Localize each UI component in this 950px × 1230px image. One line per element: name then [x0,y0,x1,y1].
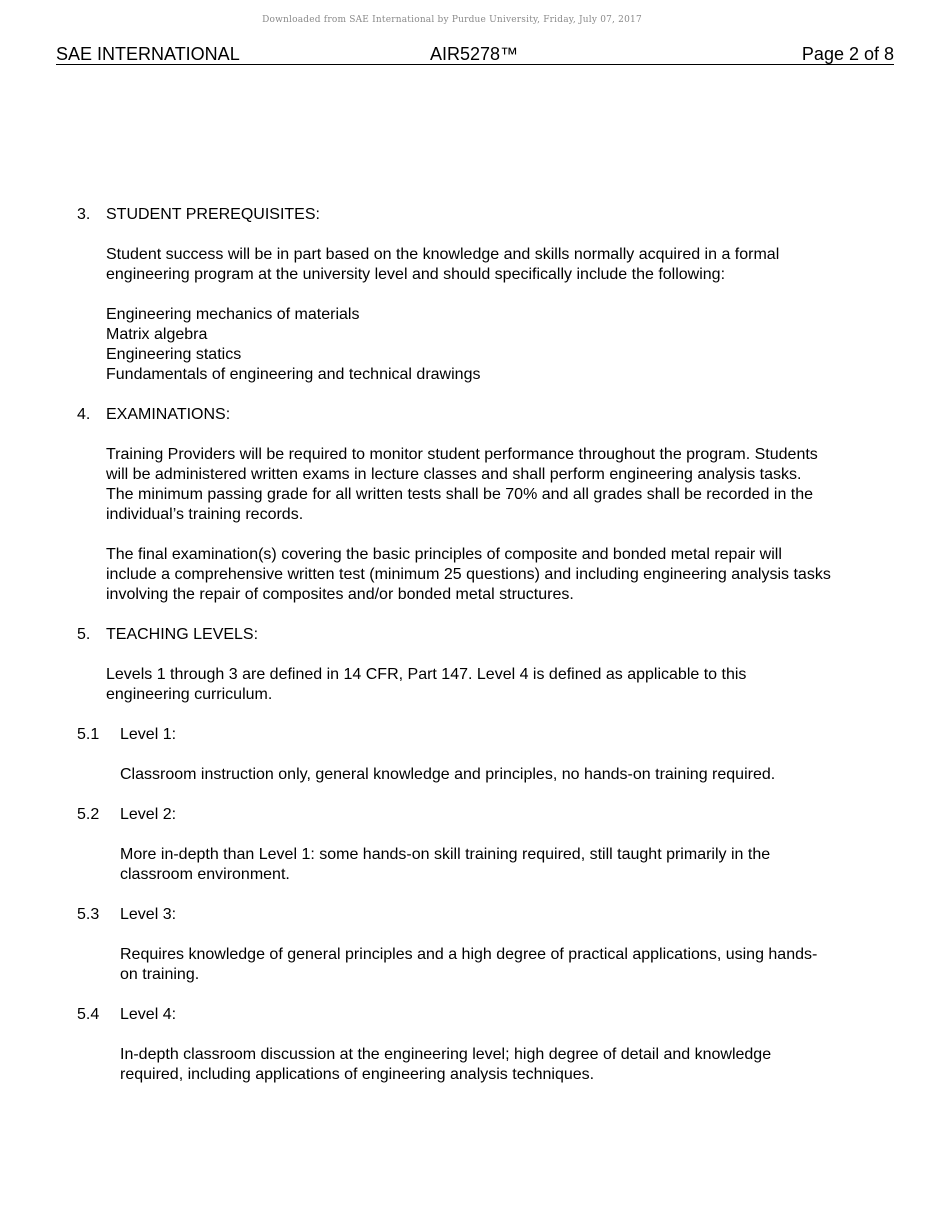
section-4-paragraph-1 [106,445,881,525]
section-5-3-paragraph [120,945,880,985]
section-3-paragraph [106,245,881,285]
section-number: 5.1 [77,726,100,743]
text-line: Classroom instruction only, general knowledge and principles, no hands-on training required. [120,766,776,783]
text-line: required, including applications of engineering analysis techniques. [120,1066,595,1083]
section-title: STUDENT PREREQUISITES: [106,206,320,223]
section-number: 3. [77,206,91,223]
section-3-heading [0,205,950,225]
section-5-1-heading [0,725,950,745]
text-line: on training. [120,966,200,983]
download-watermark: Downloaded from SAE International by Purdue University, Friday, July 07, 2017 [262,15,642,25]
section-5-paragraph [106,665,881,705]
section-number: 5.4 [77,1006,100,1023]
text-line: In-depth classroom discussion at the engineering level; high degree of detail and knowledge [120,1046,772,1063]
text-line: will be administered written exams in lecture classes and shall perform engineering analysis tasks. [106,466,802,483]
section-number: 5.3 [77,906,100,923]
text-line: individual’s training records. [106,506,304,523]
section-5-4-paragraph [120,1045,880,1085]
list-item: Matrix algebra [106,326,208,343]
text-line: involving the repair of composites and/or bonded metal structures. [106,586,574,603]
section-5-1-paragraph [120,765,880,785]
section-title: Level 4: [120,1006,177,1023]
text-line: include a comprehensive written test (minimum 25 questions) and including engineering analysis tasks [106,566,831,583]
text-line: Levels 1 through 3 are defined in 14 CFR, Part 147. Level 4 is defined as applicable to this [106,666,747,683]
text-line: engineering curriculum. [106,686,273,703]
header-document-id: AIR5278™ [430,44,519,64]
list-item: Engineering mechanics of materials [106,306,360,323]
section-number: 5. [77,626,91,643]
list-item: Fundamentals of engineering and technical drawings [106,366,481,383]
text-line: classroom environment. [120,866,290,883]
section-title: TEACHING LEVELS: [106,626,259,643]
section-number: 4. [77,406,91,423]
section-5-2-heading [0,805,950,825]
section-title: Level 2: [120,806,177,823]
text-line: Training Providers will be required to monitor student performance throughout the program. Students [106,446,818,463]
section-5-heading [0,625,950,645]
section-title: Level 1: [120,726,177,743]
section-4-heading [0,405,950,425]
text-line: Requires knowledge of general principles and a high degree of practical applications, using hands- [120,946,818,963]
section-title: EXAMINATIONS: [106,406,231,423]
text-line: More in-depth than Level 1: some hands-on skill training required, still taught primarily in the [120,846,771,863]
header-page-number: Page 2 of 8 [801,44,894,64]
section-5-2-paragraph [120,845,880,885]
section-5-3-heading [0,905,950,925]
document-body [0,205,950,1105]
section-4-paragraph-2 [106,545,881,605]
prerequisites-list [106,305,950,385]
section-5-4-heading [0,1005,950,1025]
text-line: The final examination(s) covering the basic principles of composite and bonded metal repair will [106,546,782,563]
text-line: engineering program at the university level and should specifically include the following: [106,266,726,283]
section-title: Level 3: [120,906,177,923]
text-line: The minimum passing grade for all written tests shall be 70% and all grades shall be recorded in the [106,486,814,503]
text-line: Student success will be in part based on the knowledge and skills normally acquired in a formal [106,246,780,263]
header-organization: SAE INTERNATIONAL [56,44,240,64]
page-header [56,44,894,65]
section-number: 5.2 [77,806,100,823]
list-item: Engineering statics [106,346,242,363]
